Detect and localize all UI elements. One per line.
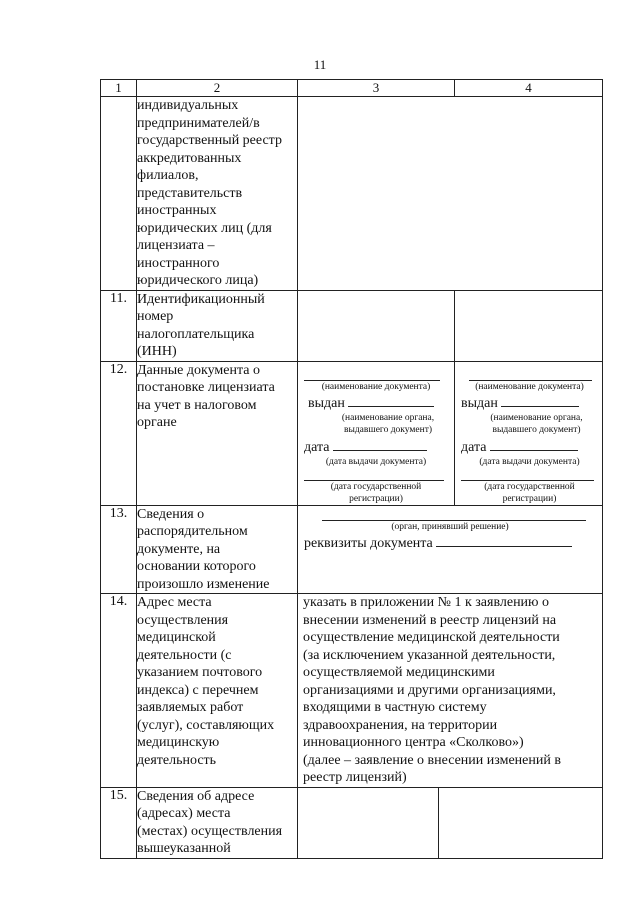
table-row <box>101 290 603 361</box>
doc-name-caption: (наименование документа) <box>321 381 431 392</box>
table-row <box>101 787 603 858</box>
reg-date-line[interactable] <box>304 474 444 481</box>
row-number: 15. <box>101 787 137 858</box>
issued-field[interactable]: выдан <box>461 393 598 412</box>
site-new-cell[interactable] <box>439 788 602 858</box>
tax-doc-old-cell[interactable] <box>298 361 455 505</box>
table-row <box>101 594 603 788</box>
requisites-field[interactable]: реквизиты документа <box>304 533 596 552</box>
table-row <box>101 97 603 291</box>
form-table <box>100 79 603 859</box>
table-row <box>101 361 603 505</box>
row-number <box>101 97 137 291</box>
doc-name-line[interactable] <box>304 366 440 381</box>
header-row <box>101 80 603 97</box>
doc-name-line[interactable] <box>469 366 592 381</box>
inn-old-cell[interactable] <box>298 290 455 361</box>
row-label: индивидуальных предпринимателей/в государственный реестр аккредитованных филиалов, представительств иностранных юридических лиц (для лицензиата – иностранного юридического лица) <box>137 97 298 291</box>
row-label: Адрес места осуществления медицинской деятельности (с указанием почтового индекса) с перечнем заявляемых работ (услуг), составляющих медицинскую деятельность <box>137 594 298 788</box>
row-number: 12. <box>101 361 137 505</box>
reg-caption: (дата государственной регистрации) <box>484 481 575 504</box>
date-field[interactable]: дата <box>461 437 598 456</box>
site-old-cell[interactable] <box>298 788 439 858</box>
table-row <box>101 505 603 594</box>
date-caption: (дата выдачи документа) <box>325 456 427 467</box>
row-number: 14. <box>101 594 137 788</box>
page-number: 11 <box>313 57 327 72</box>
row-label: Сведения о распорядительном документе, на основании которого произошло изменение <box>137 505 298 594</box>
header-col-3: 3 <box>298 80 455 97</box>
header-col-2: 2 <box>137 80 298 97</box>
doc-name-caption: (наименование документа) <box>475 381 584 392</box>
order-doc-cell[interactable] <box>298 505 603 594</box>
date-field[interactable]: дата <box>304 437 448 456</box>
reg-caption: (дата государственной регистрации) <box>330 481 422 504</box>
row-value-cell <box>298 787 603 858</box>
row-label: Данные документа о постановке лицензиата на учет в налоговом органе <box>137 361 298 505</box>
row-label: Идентификационный номер налогоплательщика (ИНН) <box>137 290 298 361</box>
organ-line[interactable] <box>322 510 586 521</box>
reg-date-line[interactable] <box>461 474 594 481</box>
inn-new-cell[interactable] <box>455 290 603 361</box>
row-label: Сведения об адресе (адресах) места (местах) осуществления вышеуказанной <box>137 787 298 858</box>
row-number: 11. <box>101 290 137 361</box>
issued-field[interactable]: выдан <box>308 393 448 412</box>
tax-doc-new-cell[interactable] <box>455 361 603 505</box>
issuer-caption: (наименование органа, выдавшего документ) <box>490 412 583 435</box>
row-value-cell[interactable] <box>298 97 603 291</box>
organ-caption: (орган, принявший решение) <box>391 521 509 532</box>
row-number: 13. <box>101 505 137 594</box>
header-col-4: 4 <box>455 80 603 97</box>
issuer-caption: (наименование органа, выдавшего документ) <box>341 412 435 435</box>
date-caption: (дата выдачи документа) <box>479 456 580 467</box>
header-col-1: 1 <box>101 80 137 97</box>
address-instruction: указать в приложении № 1 к заявлению о внесении изменений в реестр лицензий на осуществление медицинской деятельности (за исключением указанной деятельности, осуществляемой медицинскими организациями и другими организациями, входящими в частную систему здравоохранения, на территории инновационного центра «Сколково») (далее – заявление о внесении изменений в реестр лицензий) <box>298 594 603 788</box>
